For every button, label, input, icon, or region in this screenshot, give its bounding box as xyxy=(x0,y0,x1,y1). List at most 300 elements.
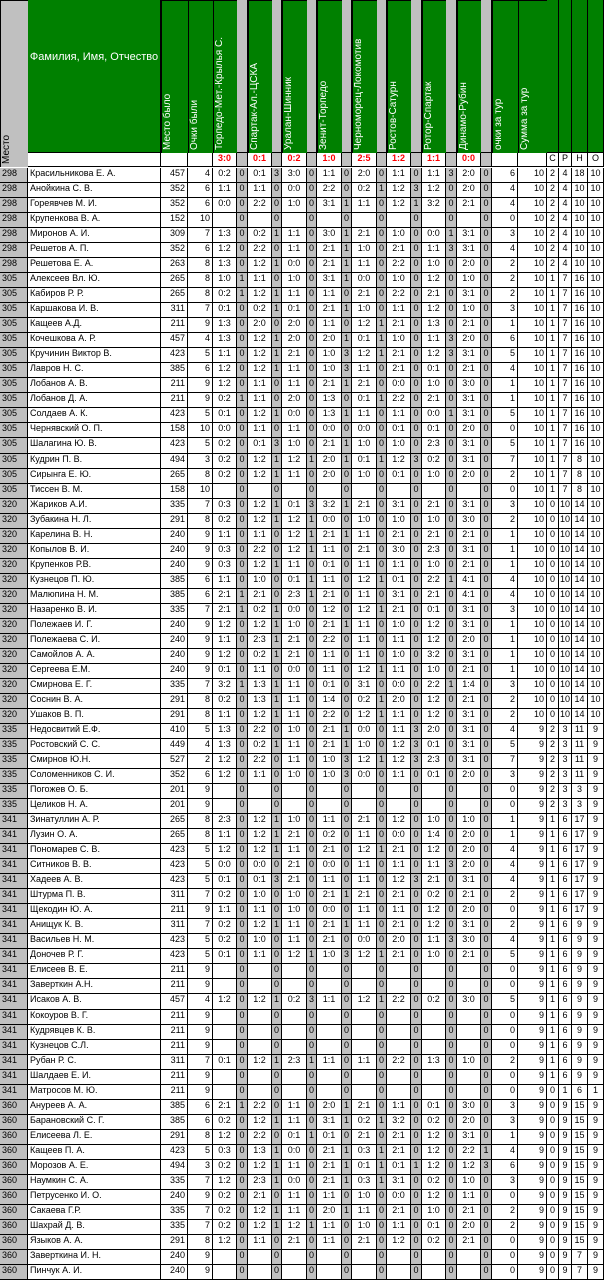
cell-name: Назаренко В. И. xyxy=(28,604,161,619)
cell-prediction: 0:2 xyxy=(213,889,237,904)
cell-place: 305 xyxy=(0,303,28,318)
cell-prediction: 1:1 xyxy=(422,859,446,874)
cell-prediction-points: 0 xyxy=(377,904,387,919)
cell-prediction-points: 0 xyxy=(342,694,352,709)
cell-prediction-points: 1 xyxy=(342,228,352,243)
cell-prediction-points: 0 xyxy=(307,604,317,619)
cell-prediction: 2:1 xyxy=(317,438,342,454)
cell-prediction: 1:1 xyxy=(352,874,377,889)
cell-tour-points: 0 xyxy=(492,1010,518,1025)
cell-prediction-points: 0 xyxy=(377,619,387,634)
cell-prediction-points: 0 xyxy=(307,964,317,979)
cell-prediction: 1:2 xyxy=(248,619,272,634)
cell-tour-sum: 9 xyxy=(518,994,547,1010)
cell-prediction-points: 0 xyxy=(237,874,248,889)
cell-place-was: 265 xyxy=(161,288,188,303)
cell-tour-sum: 9 xyxy=(518,934,547,949)
cell-prediction: 1:3 xyxy=(317,393,342,408)
cell-prediction xyxy=(282,1265,307,1280)
cell-prediction: 1:0 xyxy=(457,303,481,318)
cell-crno: 15 xyxy=(572,1100,588,1115)
cell-prediction: 2:0 xyxy=(457,183,481,198)
cell-prediction: 2:0 xyxy=(317,333,342,348)
cell-prediction-points: 0 xyxy=(481,1100,492,1115)
cell-prediction-points: 1 xyxy=(307,1130,317,1145)
cell-prediction-points: 0 xyxy=(446,1040,457,1055)
cell-prediction-points: 0 xyxy=(342,288,352,303)
cell-prediction: 1:1 xyxy=(282,469,307,484)
cell-name: Зинатуллин А. Р. xyxy=(28,814,161,829)
cell-prediction-points: 0 xyxy=(411,829,422,844)
cell-prediction-points: 0 xyxy=(237,469,248,484)
cell-tour-points: 0 xyxy=(492,1025,518,1040)
cell-prediction: 0:0 xyxy=(282,1145,307,1160)
cell-prediction-points: 0 xyxy=(307,363,317,378)
cell-crno: 7 xyxy=(559,303,572,318)
cell-name: Ситников В. В. xyxy=(28,859,161,874)
cell-prediction-points: 0 xyxy=(377,679,387,694)
cell-prediction: 1:1 xyxy=(282,243,307,258)
cell-prediction-points: 0 xyxy=(307,619,317,634)
cell-prediction-points: 0 xyxy=(446,874,457,889)
cell-crno: 10 xyxy=(588,634,604,649)
cell-prediction-points: 1 xyxy=(272,1220,282,1235)
cell-points-were: 7 xyxy=(188,228,213,243)
cell-prediction: 1:3 xyxy=(213,739,237,754)
cell-prediction: 1:2 xyxy=(213,243,237,258)
cell-prediction-points: 0 xyxy=(377,469,387,484)
cell-prediction: 1:2 xyxy=(213,994,237,1010)
cell-prediction: 1:2 xyxy=(248,408,272,423)
cell-prediction: 1:1 xyxy=(352,408,377,423)
cell-prediction: 0:1 xyxy=(248,874,272,889)
cell-crno: 14 xyxy=(572,694,588,709)
cell-name: Хадеев А. В. xyxy=(28,874,161,889)
cell-prediction xyxy=(317,1025,342,1040)
cell-prediction-points: 0 xyxy=(377,1070,387,1085)
cell-tour-points: 1 xyxy=(492,529,518,544)
cell-crno: 9 xyxy=(588,1130,604,1145)
cell-prediction: 3:0 xyxy=(317,228,342,243)
cell-prediction-points: 0 xyxy=(237,889,248,904)
cell-prediction-points: 1 xyxy=(411,1160,422,1175)
cell-crno: 1 xyxy=(547,273,559,288)
cell-prediction xyxy=(387,484,411,499)
cell-crno: 6 xyxy=(559,874,572,889)
cell-prediction-points: 1 xyxy=(377,454,387,469)
cell-crno: 10 xyxy=(588,709,604,724)
cell-prediction-points: 0 xyxy=(272,1235,282,1250)
cell-prediction-points: 0 xyxy=(237,829,248,844)
cell-prediction: 0:2 xyxy=(213,454,237,469)
cell-crno: 8 xyxy=(572,484,588,499)
header-crno: Н xyxy=(572,153,588,167)
cell-name: Зубакина Н. Л. xyxy=(28,514,161,529)
cell-place: 305 xyxy=(0,273,28,288)
cell-name: Копылов В. И. xyxy=(28,544,161,559)
cell-place: 320 xyxy=(0,664,28,679)
cell-prediction-points: 1 xyxy=(377,994,387,1010)
cell-points-were: 5 xyxy=(188,724,213,739)
cell-place: 320 xyxy=(0,604,28,619)
cell-name: Решетова Е. А. xyxy=(28,258,161,273)
cell-prediction: 2:2 xyxy=(248,1100,272,1115)
cell-prediction-points: 0 xyxy=(342,1190,352,1205)
cell-points-were: 5 xyxy=(188,859,213,874)
cell-prediction: 2:1 xyxy=(248,1190,272,1205)
cell-prediction: 1:1 xyxy=(248,393,272,408)
cell-prediction-points: 1 xyxy=(342,1205,352,1220)
cell-crno: 9 xyxy=(559,1130,572,1145)
header-match-points xyxy=(481,0,492,153)
cell-place-was: 449 xyxy=(161,739,188,754)
cell-prediction: 1:1 xyxy=(282,934,307,949)
cell-prediction-points: 1 xyxy=(272,408,282,423)
cell-prediction-points: 0 xyxy=(237,1025,248,1040)
cell-prediction: 2:1 xyxy=(422,529,446,544)
cell-prediction: 3:0 xyxy=(457,934,481,949)
cell-prediction: 1:4 xyxy=(457,679,481,694)
cell-prediction: 3:1 xyxy=(457,228,481,243)
cell-crno: 16 xyxy=(572,438,588,454)
cell-prediction-points: 0 xyxy=(342,589,352,604)
cell-crno: 15 xyxy=(572,1175,588,1190)
cell-prediction-points: 0 xyxy=(237,574,248,589)
cell-prediction-points: 0 xyxy=(377,1010,387,1025)
header-match-points xyxy=(342,0,352,153)
cell-prediction: 1:1 xyxy=(352,589,377,604)
cell-crno: 2 xyxy=(547,228,559,243)
cell-prediction xyxy=(213,979,237,994)
cell-points-were: 9 xyxy=(188,559,213,574)
cell-prediction-points: 0 xyxy=(446,454,457,469)
cell-prediction: 1:0 xyxy=(422,1205,446,1220)
cell-prediction-points: 0 xyxy=(307,739,317,754)
cell-tour-points: 5 xyxy=(492,438,518,454)
cell-tour-points: 1 xyxy=(492,619,518,634)
cell-place-was: 385 xyxy=(161,589,188,604)
cell-prediction-points: 0 xyxy=(237,724,248,739)
cell-prediction-points: 1 xyxy=(377,574,387,589)
cell-prediction: 2:1 xyxy=(282,874,307,889)
cell-crno: 1 xyxy=(547,1040,559,1055)
cell-name: Погожев О. Б. xyxy=(28,784,161,799)
cell-prediction: 1:2 xyxy=(213,619,237,634)
cell-name: Соснин В. А. xyxy=(28,694,161,709)
cell-points-were: 7 xyxy=(188,303,213,318)
cell-prediction-points: 0 xyxy=(342,1055,352,1070)
cell-prediction: 1:0 xyxy=(457,1055,481,1070)
cell-tour-points: 1 xyxy=(492,829,518,844)
cell-prediction-points: 1 xyxy=(342,408,352,423)
cell-prediction xyxy=(282,1040,307,1055)
cell-crno: 0 xyxy=(547,1175,559,1190)
cell-points-were: 5 xyxy=(188,934,213,949)
cell-prediction: 4:1 xyxy=(457,574,481,589)
cell-prediction-points: 0 xyxy=(446,499,457,514)
cell-prediction-points: 1 xyxy=(342,258,352,273)
cell-points-were: 8 xyxy=(188,1130,213,1145)
cell-prediction-points: 0 xyxy=(481,228,492,243)
cell-prediction-points: 0 xyxy=(481,258,492,273)
cell-prediction: 2:1 xyxy=(457,318,481,333)
cell-prediction: 1:0 xyxy=(282,198,307,213)
cell-tour-points: 3 xyxy=(492,303,518,318)
cell-prediction: 1:0 xyxy=(422,258,446,273)
cell-prediction xyxy=(352,1010,377,1025)
cell-crno: 10 xyxy=(572,228,588,243)
cell-crno: 11 xyxy=(572,769,588,784)
header-match: Ротор-Спартак xyxy=(422,0,446,153)
cell-prediction-points: 0 xyxy=(411,1085,422,1100)
cell-prediction: 1:1 xyxy=(317,874,342,889)
cell-prediction xyxy=(387,1085,411,1100)
cell-prediction: 1:2 xyxy=(352,844,377,859)
cell-prediction-points: 0 xyxy=(307,1205,317,1220)
cell-prediction-points: 0 xyxy=(481,724,492,739)
cell-prediction: 1:1 xyxy=(387,904,411,919)
cell-prediction-points: 0 xyxy=(411,1145,422,1160)
cell-tour-points: 2 xyxy=(492,514,518,529)
cell-prediction: 3:2 xyxy=(213,679,237,694)
cell-tour-sum: 10 xyxy=(518,363,547,378)
cell-prediction: 0:2 xyxy=(422,994,446,1010)
cell-name: Пинчук А. И. xyxy=(28,1265,161,1280)
cell-crno: 10 xyxy=(588,438,604,454)
cell-prediction-points: 1 xyxy=(272,619,282,634)
cell-place: 320 xyxy=(0,709,28,724)
cell-prediction-points: 3 xyxy=(307,499,317,514)
header-place-was: Место было xyxy=(161,0,188,153)
cell-prediction xyxy=(422,484,446,499)
cell-place: 360 xyxy=(0,1235,28,1250)
cell-tour-points: 4 xyxy=(492,574,518,589)
cell-prediction-points: 0 xyxy=(237,438,248,454)
cell-prediction-points: 0 xyxy=(446,198,457,213)
cell-prediction: 2:2 xyxy=(248,1130,272,1145)
cell-place-was: 263 xyxy=(161,258,188,273)
cell-prediction: 0:3 xyxy=(213,499,237,514)
cell-place-was: 385 xyxy=(161,1100,188,1115)
cell-prediction: 2:2 xyxy=(387,288,411,303)
cell-prediction xyxy=(422,1265,446,1280)
cell-crno: 6 xyxy=(559,919,572,934)
cell-crno: 10 xyxy=(588,363,604,378)
cell-prediction: 1:0 xyxy=(387,273,411,288)
cell-prediction: 2:0 xyxy=(457,844,481,859)
cell-tour-sum: 10 xyxy=(518,514,547,529)
cell-crno: 6 xyxy=(559,844,572,859)
cell-place-was: 211 xyxy=(161,378,188,393)
cell-crno: 16 xyxy=(572,423,588,438)
cell-prediction xyxy=(317,213,342,228)
cell-place: 320 xyxy=(0,694,28,709)
cell-prediction xyxy=(387,1040,411,1055)
cell-prediction: 1:2 xyxy=(213,769,237,784)
cell-crno: 9 xyxy=(559,1205,572,1220)
match-result: 0:0 xyxy=(457,153,481,167)
cell-prediction-points: 0 xyxy=(342,904,352,919)
cell-prediction: 2:1 xyxy=(457,198,481,213)
cell-place: 341 xyxy=(0,1025,28,1040)
cell-prediction-points: 0 xyxy=(272,198,282,213)
cell-prediction-points: 0 xyxy=(342,679,352,694)
cell-prediction-points: 0 xyxy=(237,408,248,423)
cell-prediction-points: 0 xyxy=(307,273,317,288)
cell-prediction-points: 1 xyxy=(342,438,352,454)
cell-prediction: 1:0 xyxy=(282,889,307,904)
cell-place: 298 xyxy=(0,243,28,258)
cell-prediction: 2:1 xyxy=(352,1100,377,1115)
cell-place: 341 xyxy=(0,964,28,979)
cell-place-was: 211 xyxy=(161,979,188,994)
cell-prediction xyxy=(213,784,237,799)
cell-prediction: 1:3 xyxy=(248,694,272,709)
cell-prediction-points: 1 xyxy=(342,529,352,544)
cell-prediction-points: 0 xyxy=(411,559,422,574)
cell-place: 341 xyxy=(0,1040,28,1055)
cell-prediction-points: 0 xyxy=(342,514,352,529)
cell-name: Соломенников С. И. xyxy=(28,769,161,784)
header-match-points xyxy=(272,0,282,153)
cell-prediction-points: 0 xyxy=(272,1010,282,1025)
cell-tour-points: 0 xyxy=(492,1085,518,1100)
cell-place-was: 291 xyxy=(161,1235,188,1250)
cell-crno: 15 xyxy=(572,1190,588,1205)
cell-prediction xyxy=(248,484,272,499)
cell-prediction: 1:0 xyxy=(248,934,272,949)
cell-prediction-points: 0 xyxy=(481,814,492,829)
cell-prediction-points: 0 xyxy=(342,994,352,1010)
cell-prediction-points: 0 xyxy=(307,694,317,709)
cell-prediction xyxy=(248,1025,272,1040)
cell-prediction-points: 0 xyxy=(307,784,317,799)
cell-prediction-points: 0 xyxy=(481,964,492,979)
cell-prediction-points: 0 xyxy=(411,979,422,994)
cell-prediction-points: 0 xyxy=(446,544,457,559)
cell-prediction-points: 0 xyxy=(237,1010,248,1025)
cell-prediction: 2:1 xyxy=(317,1175,342,1190)
cell-prediction-points: 1 xyxy=(377,348,387,363)
cell-tour-sum: 9 xyxy=(518,859,547,874)
cell-place: 341 xyxy=(0,874,28,889)
cell-prediction-points: 1 xyxy=(377,333,387,348)
cell-crno: 7 xyxy=(559,438,572,454)
cell-tour-sum: 9 xyxy=(518,1160,547,1175)
cell-prediction xyxy=(317,1265,342,1280)
cell-prediction: 2:1 xyxy=(387,949,411,964)
cell-prediction: 1:2 xyxy=(213,754,237,769)
cell-prediction-points: 0 xyxy=(237,559,248,574)
cell-prediction: 1:2 xyxy=(248,919,272,934)
cell-tour-points: 5 xyxy=(492,949,518,964)
cell-points-were: 9 xyxy=(188,393,213,408)
cell-prediction: 1:2 xyxy=(422,919,446,934)
cell-place: 341 xyxy=(0,1055,28,1070)
cell-prediction-points: 0 xyxy=(481,664,492,679)
cell-prediction-points: 0 xyxy=(411,844,422,859)
cell-prediction-points: 1 xyxy=(342,198,352,213)
cell-prediction: 1:1 xyxy=(457,1190,481,1205)
cell-prediction-points: 1 xyxy=(272,649,282,664)
cell-crno: 1 xyxy=(547,874,559,889)
cell-prediction-points: 1 xyxy=(272,303,282,318)
cell-name: Тиссен В. М. xyxy=(28,484,161,499)
cell-prediction-points: 0 xyxy=(446,1025,457,1040)
cell-prediction-points: 1 xyxy=(272,1205,282,1220)
cell-points-were: 8 xyxy=(188,829,213,844)
cell-tour-sum: 9 xyxy=(518,829,547,844)
cell-tour-points: 4 xyxy=(492,934,518,949)
cell-tour-points: 4 xyxy=(492,859,518,874)
cell-tour-points: 2 xyxy=(492,258,518,273)
cell-prediction-points: 0 xyxy=(481,619,492,634)
cell-prediction: 0:1 xyxy=(213,1055,237,1070)
cell-prediction-points: 0 xyxy=(237,318,248,333)
cell-tour-points: 1 xyxy=(492,318,518,333)
cell-prediction-points: 0 xyxy=(272,273,282,288)
cell-prediction-points: 0 xyxy=(411,919,422,934)
cell-prediction-points: 1 xyxy=(272,994,282,1010)
cell-crno: 9 xyxy=(588,1235,604,1250)
cell-prediction-points: 0 xyxy=(377,514,387,529)
match-result: 1:2 xyxy=(387,153,411,167)
cell-prediction: 1:1 xyxy=(282,754,307,769)
cell-tour-sum: 10 xyxy=(518,604,547,619)
cell-prediction-points: 0 xyxy=(481,1115,492,1130)
cell-name: Барановский С. Г. xyxy=(28,1115,161,1130)
cell-crno: 10 xyxy=(588,258,604,273)
cell-name: Красильникова Е. А. xyxy=(28,168,161,183)
cell-prediction-points: 0 xyxy=(272,213,282,228)
cell-prediction: 2:2 xyxy=(248,243,272,258)
cell-prediction: 1:0 xyxy=(317,754,342,769)
cell-prediction-points: 0 xyxy=(481,694,492,709)
cell-crno: 10 xyxy=(588,198,604,213)
cell-tour-points: 6 xyxy=(492,333,518,348)
cell-tour-points: 0 xyxy=(492,1070,518,1085)
match-result-spacer xyxy=(307,153,317,167)
cell-prediction: 1:2 xyxy=(422,1160,446,1175)
cell-prediction-points: 0 xyxy=(411,333,422,348)
header-match-points xyxy=(237,0,248,153)
cell-prediction-points: 0 xyxy=(411,258,422,273)
cell-prediction-points: 1 xyxy=(342,889,352,904)
cell-prediction-points: 0 xyxy=(307,1175,317,1190)
cell-prediction: 0:2 xyxy=(422,454,446,469)
cell-prediction-points: 0 xyxy=(377,1055,387,1070)
cell-prediction-points: 0 xyxy=(446,529,457,544)
cell-prediction: 1:2 xyxy=(422,709,446,724)
cell-crno: 6 xyxy=(559,949,572,964)
header-match-points xyxy=(411,0,422,153)
cell-crno: 7 xyxy=(572,1250,588,1265)
cell-prediction-points: 0 xyxy=(377,378,387,393)
cell-prediction-points: 0 xyxy=(446,664,457,679)
cell-prediction-points: 0 xyxy=(446,1055,457,1070)
cell-name: Чернявский О. П. xyxy=(28,423,161,438)
cell-prediction: 2:1 xyxy=(317,739,342,754)
cell-prediction: 0:1 xyxy=(317,679,342,694)
cell-crno: 9 xyxy=(588,904,604,919)
cell-prediction-points: 0 xyxy=(237,769,248,784)
cell-prediction-points: 0 xyxy=(411,318,422,333)
cell-prediction: 2:1 xyxy=(213,604,237,619)
cell-tour-points: 5 xyxy=(492,739,518,754)
cell-prediction-points: 1 xyxy=(342,454,352,469)
cell-prediction-points: 0 xyxy=(481,919,492,934)
cell-prediction: 1:1 xyxy=(317,994,342,1010)
